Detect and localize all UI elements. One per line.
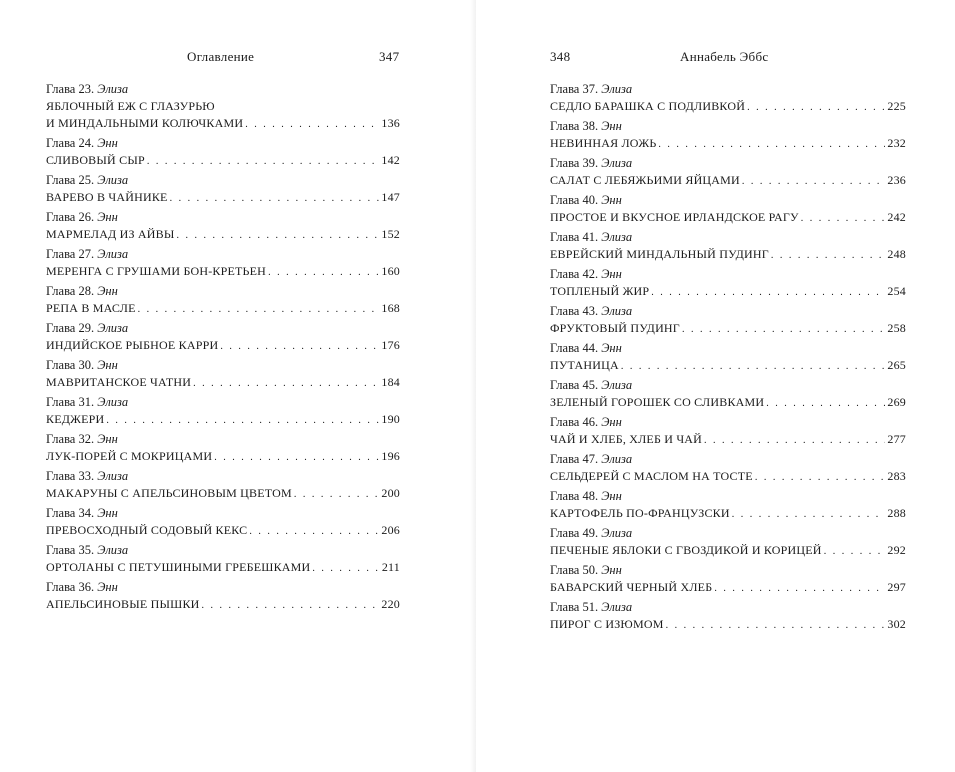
recipe-title: СЕДЛО БАРАШКА С ПОДЛИВКОЙ — [550, 99, 746, 113]
chapter-number: Глава 47. — [550, 452, 599, 466]
dot-leader — [220, 338, 379, 355]
chapter-number: Глава 40. — [550, 193, 599, 207]
toc-page-number: 248 — [887, 247, 906, 261]
recipe-line — [550, 98, 906, 115]
chapter-narrator: Элиза — [601, 452, 633, 466]
chapter-number: Глава 39. — [550, 156, 599, 170]
recipe-line — [46, 411, 400, 428]
chapter-heading — [550, 413, 906, 431]
dot-leader — [170, 190, 380, 207]
toc-page-number: 190 — [381, 412, 400, 426]
toc-page-number: 283 — [887, 469, 906, 483]
chapter-heading — [46, 171, 400, 189]
toc-page-number: 254 — [887, 284, 906, 298]
chapter-heading — [46, 319, 400, 337]
chapter-narrator: Энн — [601, 341, 622, 355]
toc-page-number: 142 — [381, 153, 400, 167]
recipe-line — [550, 246, 906, 263]
toc-entry — [46, 430, 400, 465]
chapter-heading — [550, 598, 906, 616]
chapter-narrator: Элиза — [601, 156, 633, 170]
dot-leader — [268, 264, 379, 281]
chapter-heading — [46, 245, 400, 263]
chapter-heading — [550, 339, 906, 357]
toc-entry — [550, 413, 906, 448]
chapter-narrator: Элиза — [97, 543, 129, 557]
chapter-heading — [550, 450, 906, 468]
chapter-number: Глава 46. — [550, 415, 599, 429]
recipe-line — [550, 135, 906, 152]
chapter-heading — [550, 80, 906, 98]
recipe-line — [550, 505, 906, 522]
chapter-number: Глава 23. — [46, 82, 95, 96]
recipe-line — [550, 172, 906, 189]
toc-entry — [46, 80, 400, 132]
recipe-line — [46, 596, 400, 613]
chapter-narrator: Энн — [97, 506, 118, 520]
page-number: 347 — [379, 49, 400, 64]
recipe-line — [550, 431, 906, 448]
dot-leader — [214, 449, 379, 466]
chapter-number: Глава 30. — [46, 358, 95, 372]
recipe-title: ПРЕВОСХОДНЫЙ СОДОВЫЙ КЕКС — [46, 523, 248, 537]
table-of-contents — [550, 80, 906, 635]
chapter-heading — [46, 578, 400, 596]
recipe-title: ПУТАНИЦА — [550, 358, 619, 372]
toc-page-number: 232 — [887, 136, 906, 150]
recipe-title: ПРОСТОЕ И ВКУСНОЕ ИРЛАНДСКОЕ РАГУ — [550, 210, 799, 224]
recipe-title: САЛАТ С ЛЕБЯЖЬИМИ ЯЙЦАМИ — [550, 173, 740, 187]
chapter-number: Глава 44. — [550, 341, 599, 355]
chapter-number: Глава 49. — [550, 526, 599, 540]
chapter-narrator: Энн — [601, 489, 622, 503]
toc-page-number: 258 — [887, 321, 906, 335]
dot-leader — [755, 469, 886, 486]
chapter-heading — [550, 265, 906, 283]
chapter-number: Глава 36. — [46, 580, 95, 594]
toc-entry — [46, 393, 400, 428]
dot-leader — [312, 560, 379, 577]
recipe-line — [550, 209, 906, 226]
toc-page-number: 211 — [381, 560, 400, 574]
toc-entry — [46, 541, 400, 576]
chapter-heading — [46, 134, 400, 152]
recipe-title: ЗЕЛЕНЫЙ ГОРОШЕК СО СЛИВКАМИ — [550, 395, 765, 409]
dot-leader — [249, 523, 379, 540]
toc-page-number: 269 — [887, 395, 906, 409]
recipe-title: ЛУК-ПОРЕЙ С МОКРИЦАМИ — [46, 449, 213, 463]
chapter-narrator: Элиза — [97, 82, 129, 96]
chapter-narrator: Энн — [97, 580, 118, 594]
recipe-line — [550, 542, 906, 559]
toc-entry — [550, 450, 906, 485]
toc-entry — [550, 80, 906, 115]
chapter-heading — [46, 80, 400, 98]
recipe-title: БАВАРСКИЙ ЧЕРНЫЙ ХЛЕБ — [550, 580, 713, 594]
chapter-number: Глава 38. — [550, 119, 599, 133]
recipe-title: И МИНДАЛЬНЫМИ КОЛЮЧКАМИ — [46, 116, 244, 130]
toc-page-number: 160 — [381, 264, 400, 278]
toc-page-number: 220 — [381, 597, 400, 611]
toc-page-number: 152 — [381, 227, 400, 241]
toc-entry — [550, 561, 906, 596]
toc-entry — [550, 117, 906, 152]
chapter-narrator: Энн — [97, 358, 118, 372]
dot-leader — [666, 617, 886, 634]
dot-leader — [147, 153, 380, 170]
running-header-author: Аннабель Эббс — [680, 49, 769, 64]
chapter-number: Глава 48. — [550, 489, 599, 503]
chapter-number: Глава 25. — [46, 173, 95, 187]
toc-entry — [46, 319, 400, 354]
recipe-line — [550, 283, 906, 300]
toc-entry — [550, 228, 906, 263]
chapter-heading — [550, 228, 906, 246]
chapter-narrator: Энн — [97, 210, 118, 224]
recipe-line — [46, 263, 400, 280]
chapter-number: Глава 43. — [550, 304, 599, 318]
recipe-line — [550, 394, 906, 411]
table-of-contents — [46, 80, 400, 615]
chapter-heading — [46, 541, 400, 559]
chapter-heading — [46, 430, 400, 448]
chapter-number: Глава 32. — [46, 432, 95, 446]
toc-page-number: 136 — [381, 116, 400, 130]
chapter-narrator: Элиза — [601, 600, 633, 614]
recipe-title: ФРУКТОВЫЙ ПУДИНГ — [550, 321, 680, 335]
chapter-heading — [550, 487, 906, 505]
toc-entry — [46, 467, 400, 502]
recipe-title: НЕВИННАЯ ЛОЖЬ — [550, 136, 657, 150]
dot-leader — [193, 375, 379, 392]
toc-page-number: 292 — [887, 543, 906, 557]
toc-page-number: 302 — [887, 617, 906, 631]
dot-leader — [682, 321, 885, 338]
chapter-number: Глава 50. — [550, 563, 599, 577]
chapter-narrator: Энн — [601, 415, 622, 429]
chapter-heading — [550, 154, 906, 172]
recipe-line — [46, 485, 400, 502]
chapter-heading — [550, 524, 906, 542]
chapter-narrator: Элиза — [97, 247, 129, 261]
chapter-number: Глава 31. — [46, 395, 95, 409]
dot-leader — [771, 247, 886, 264]
page-number: 348 — [550, 49, 571, 64]
toc-page-number: 236 — [887, 173, 906, 187]
dot-leader — [294, 486, 379, 503]
dot-leader — [801, 210, 886, 227]
dot-leader — [766, 395, 885, 412]
recipe-line — [46, 522, 400, 539]
chapter-heading — [46, 467, 400, 485]
toc-page-number: 225 — [887, 99, 906, 113]
recipe-title: ЕВРЕЙСКИЙ МИНДАЛЬНЫЙ ПУДИНГ — [550, 247, 769, 261]
recipe-line — [550, 579, 906, 596]
toc-page-number: 184 — [381, 375, 400, 389]
running-header-title: Оглавление — [187, 49, 255, 64]
chapter-number: Глава 37. — [550, 82, 599, 96]
toc-entry — [550, 524, 906, 559]
chapter-number: Глава 41. — [550, 230, 599, 244]
dot-leader — [177, 227, 380, 244]
recipe-line — [550, 320, 906, 337]
chapter-number: Глава 28. — [46, 284, 95, 298]
toc-page-number: 176 — [381, 338, 400, 352]
recipe-line — [46, 189, 400, 206]
chapter-number: Глава 51. — [550, 600, 599, 614]
recipe-title: КЕДЖЕРИ — [46, 412, 105, 426]
toc-entry — [550, 339, 906, 374]
toc-entry — [550, 265, 906, 300]
chapter-narrator: Элиза — [601, 526, 633, 540]
recipe-title: СЕЛЬДЕРЕЙ С МАСЛОМ НА ТОСТЕ — [550, 469, 753, 483]
toc-entry — [46, 356, 400, 391]
chapter-narrator: Элиза — [97, 321, 129, 335]
toc-entry — [550, 302, 906, 337]
recipe-title: МЕРЕНГА С ГРУШАМИ БОН-КРЕТЬЕН — [46, 264, 267, 278]
toc-page-number: 147 — [381, 190, 400, 204]
right-page — [476, 0, 955, 772]
dot-leader — [824, 543, 886, 560]
toc-entry — [46, 578, 400, 613]
toc-entry — [550, 376, 906, 411]
toc-entry — [46, 282, 400, 317]
recipe-title: ТОПЛЕНЫЙ ЖИР — [550, 284, 650, 298]
recipe-line — [46, 152, 400, 169]
recipe-line — [46, 374, 400, 391]
dot-leader — [106, 412, 379, 429]
dot-leader — [742, 173, 885, 190]
chapter-narrator: Элиза — [97, 395, 129, 409]
toc-page-number: 265 — [887, 358, 906, 372]
chapter-number: Глава 24. — [46, 136, 95, 150]
chapter-narrator: Элиза — [601, 378, 633, 392]
chapter-narrator: Элиза — [97, 173, 129, 187]
left-page — [0, 0, 476, 772]
toc-page-number: 277 — [887, 432, 906, 446]
recipe-title: СЛИВОВЫЙ СЫР — [46, 153, 145, 167]
toc-page-number: 288 — [887, 506, 906, 520]
toc-page-number: 297 — [887, 580, 906, 594]
recipe-title: ЧАЙ И ХЛЕБ, ХЛЕБ И ЧАЙ — [550, 432, 703, 446]
chapter-narrator: Энн — [601, 267, 622, 281]
recipe-line — [46, 337, 400, 354]
recipe-title: ВАРЕВО В ЧАЙНИКЕ — [46, 190, 168, 204]
recipe-title: РЕПА В МАСЛЕ — [46, 301, 136, 315]
chapter-narrator: Элиза — [97, 469, 129, 483]
chapter-number: Глава 45. — [550, 378, 599, 392]
toc-entry — [550, 598, 906, 633]
toc-entry — [550, 487, 906, 522]
chapter-number: Глава 27. — [46, 247, 95, 261]
chapter-heading — [46, 393, 400, 411]
chapter-narrator: Элиза — [601, 82, 633, 96]
chapter-heading — [550, 376, 906, 394]
recipe-title: АПЕЛЬСИНОВЫЕ ПЫШКИ — [46, 597, 200, 611]
recipe-title: ОРТОЛАНЫ С ПЕТУШИНЫМИ ГРЕБЕШКАМИ — [46, 560, 311, 574]
toc-page-number: 242 — [887, 210, 906, 224]
chapter-narrator: Элиза — [601, 230, 633, 244]
chapter-heading — [46, 356, 400, 374]
recipe-title: МАКАРУНЫ С АПЕЛЬСИНОВЫМ ЦВЕТОМ — [46, 486, 292, 500]
dot-leader — [621, 358, 886, 375]
toc-page-number: 200 — [381, 486, 400, 500]
recipe-line — [46, 559, 400, 576]
toc-entry — [550, 191, 906, 226]
dot-leader — [651, 284, 885, 301]
recipe-line — [46, 448, 400, 465]
recipe-title: КАРТОФЕЛЬ ПО-ФРАНЦУЗСКИ — [550, 506, 730, 520]
recipe-line — [550, 468, 906, 485]
recipe-title: ИНДИЙСКОЕ РЫБНОЕ КАРРИ — [46, 338, 219, 352]
recipe-line — [46, 300, 400, 317]
dot-leader — [732, 506, 886, 523]
toc-page-number: 206 — [381, 523, 400, 537]
dot-leader — [747, 99, 885, 116]
chapter-narrator: Энн — [601, 119, 622, 133]
chapter-heading — [550, 117, 906, 135]
chapter-narrator: Энн — [97, 432, 118, 446]
chapter-narrator: Энн — [601, 563, 622, 577]
toc-entry — [46, 504, 400, 539]
recipe-title: ПИРОГ С ИЗЮМОМ — [550, 617, 664, 631]
toc-page-number: 196 — [381, 449, 400, 463]
toc-entry — [46, 245, 400, 280]
toc-entry — [46, 208, 400, 243]
dot-leader — [714, 580, 885, 597]
chapter-number: Глава 34. — [46, 506, 95, 520]
chapter-number: Глава 33. — [46, 469, 95, 483]
recipe-line — [550, 616, 906, 633]
chapter-narrator: Энн — [97, 284, 118, 298]
chapter-narrator: Энн — [601, 193, 622, 207]
toc-entry — [550, 154, 906, 189]
recipe-title: МАРМЕЛАД ИЗ АЙВЫ — [46, 227, 175, 241]
recipe-line — [46, 115, 400, 132]
dot-leader — [658, 136, 885, 153]
chapter-heading — [550, 561, 906, 579]
toc-entry — [46, 134, 400, 169]
recipe-line — [46, 226, 400, 243]
chapter-heading — [550, 191, 906, 209]
chapter-heading — [46, 504, 400, 522]
chapter-number: Глава 26. — [46, 210, 95, 224]
recipe-line — [550, 357, 906, 374]
recipe-title: МАВРИТАНСКОЕ ЧАТНИ — [46, 375, 192, 389]
chapter-heading — [550, 302, 906, 320]
dot-leader — [704, 432, 885, 449]
chapter-narrator: Энн — [97, 136, 118, 150]
dot-leader — [245, 116, 379, 133]
recipe-title: ПЕЧЕНЫЕ ЯБЛОКИ С ГВОЗДИКОЙ И КОРИЦЕЙ — [550, 543, 822, 557]
toc-page-number: 168 — [381, 301, 400, 315]
chapter-number: Глава 29. — [46, 321, 95, 335]
chapter-number: Глава 42. — [550, 267, 599, 281]
toc-entry — [46, 171, 400, 206]
recipe-title-line: ЯБЛОЧНЫЙ ЕЖ С ГЛАЗУРЬЮ — [46, 99, 215, 113]
chapter-heading — [46, 282, 400, 300]
dot-leader — [202, 597, 380, 614]
chapter-narrator: Элиза — [601, 304, 633, 318]
chapter-heading — [46, 208, 400, 226]
dot-leader — [138, 301, 380, 318]
chapter-number: Глава 35. — [46, 543, 95, 557]
